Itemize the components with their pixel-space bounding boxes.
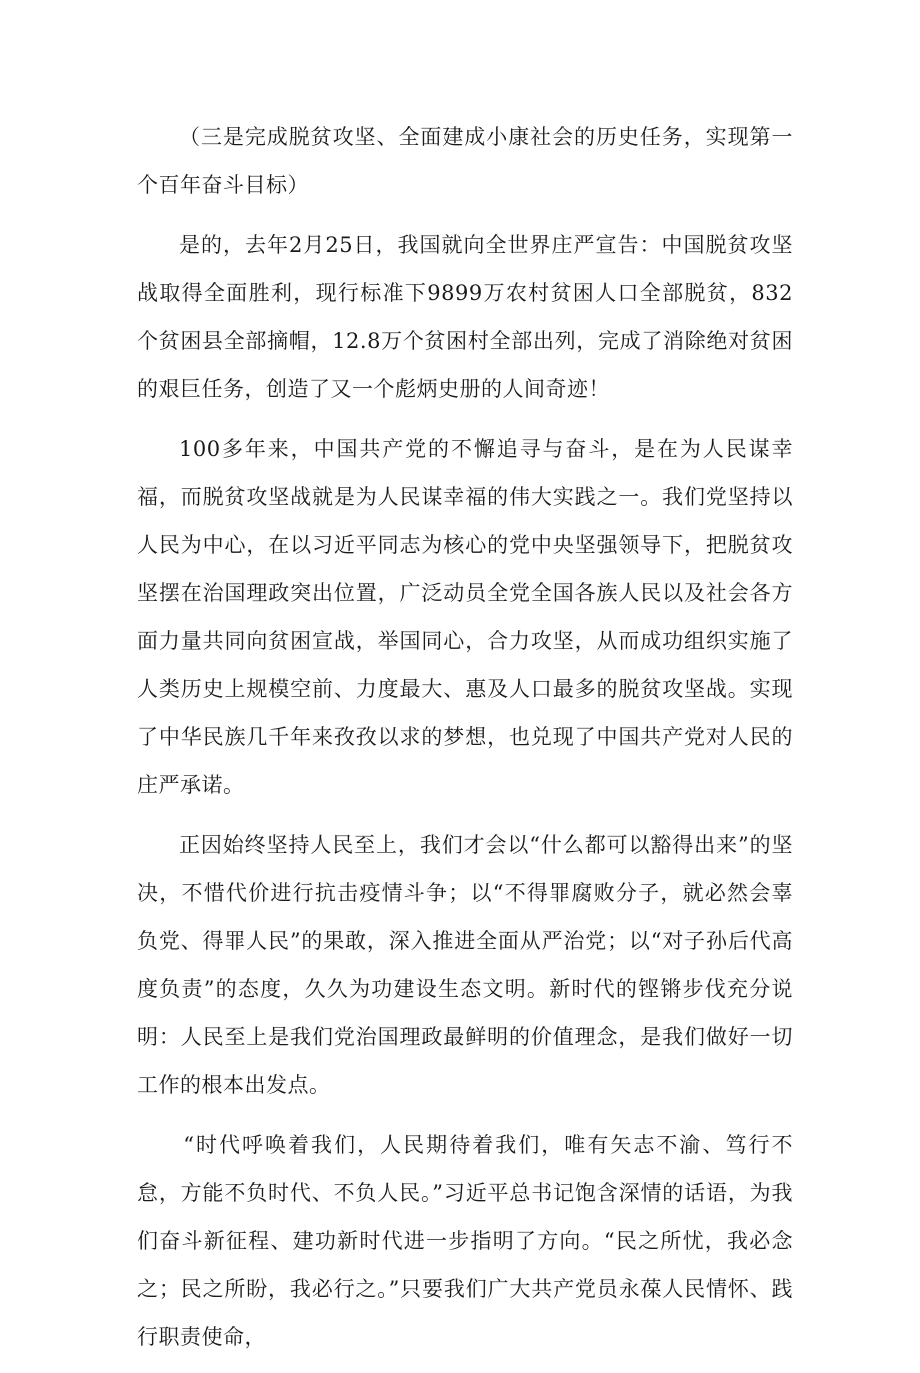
- people-first-paragraph: 正因始终坚持人民至上，我们才会以“什么都可以豁得出来”的坚决，不惜代价进行抗击疫情斗争；以“不得罪腐败分子，就必然会辜负党、得罪人民”的果敢，深入推进全面从严治党；以“对子孙后代高度负责”的态度，久久为功建设生态文明。新时代的铿锵步伐充分说明：人民至上是我们党治国理政最鲜明的价值理念，是我们做好一切工作的根本出发点。: [137, 833, 793, 1097]
- document-body: [137, 113, 793, 1373]
- era-call-paragraph: “时代呼唤着我们，人民期待着我们，唯有矢志不渝、笃行不怠，方能不负时代、不负人民。”习近平总书记饱含深情的话语，为我们奋斗新征程、建功新时代进一步指明了方向。“民之所忧，我必念之；民之所盼，我必行之。”只要我们广大共产党员永葆人民情怀、践行职责使命，: [137, 1133, 793, 1349]
- party-struggle-paragraph: 100多年来，中国共产党的不懈追寻与奋斗，是在为人民谋幸福，而脱贫攻坚战就是为人民谋幸福的伟大实践之一。我们党坚持以人民为中心，在以习近平同志为核心的党中央坚强领导下，把脱贫攻坚摆在治国理政突出位置，广泛动员全党全国各族人民以及社会各方面力量共同向贫困宣战，举国同心，合力攻坚，从而成功组织实施了人类历史上规模空前、力度最大、惠及人口最多的脱贫攻坚战。实现了中华民族几千年来孜孜以求的梦想，也兑现了中国共产党对人民的庄严承诺。: [137, 437, 793, 797]
- section-heading-paragraph: （三是完成脱贫攻坚、全面建成小康社会的历史任务，实现第一个百年奋斗目标）: [137, 125, 793, 197]
- poverty-victory-paragraph: 是的，去年2月25日，我国就向全世界庄严宣告：中国脱贫攻坚战取得全面胜利，现行标准下9899万农村贫困人口全部脱贫，832个贫困县全部摘帽，12.8万个贫困村全部出列，完成了消除绝对贫困的艰巨任务，创造了又一个彪炳史册的人间奇迹！: [137, 233, 793, 401]
